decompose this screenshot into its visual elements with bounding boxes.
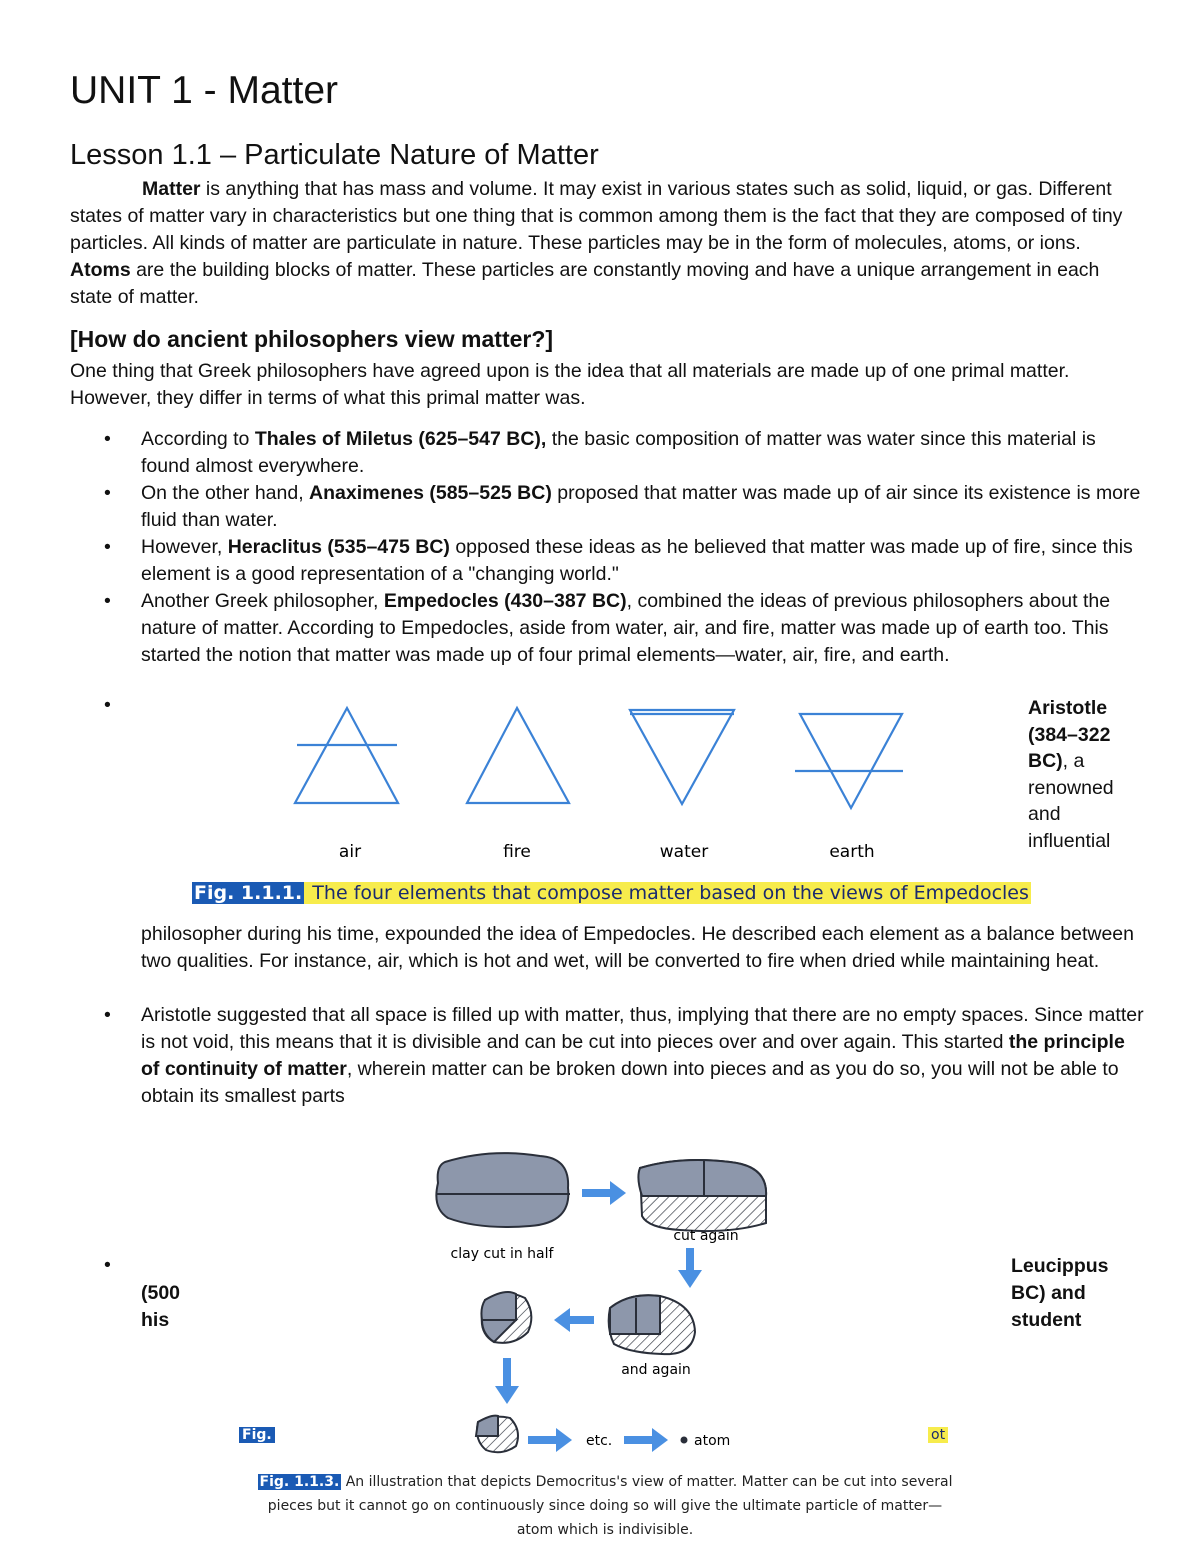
lesson-title: Lesson 1.1 – Particulate Nature of Matter <box>70 139 599 171</box>
intro-paragraph <box>70 176 1145 311</box>
leucippus-fragment: (500 <box>141 1282 181 1304</box>
section-intro: One thing that Greek philosophers have agreed upon is the idea that all materials are made up of one primal matter. However, they differ in terms of what this primal matter was. <box>70 360 1070 409</box>
bullet-icon: • <box>104 428 111 450</box>
earth-symbol-icon <box>800 714 902 808</box>
term-matter: Matter <box>142 178 201 200</box>
bullet-icon: • <box>104 694 111 716</box>
clay-piece-small <box>481 1292 531 1343</box>
clay-block <box>436 1153 570 1227</box>
bullet-icon: • <box>104 1254 111 1276</box>
arrow-right-icon <box>528 1428 572 1452</box>
intro-text-2: are the building blocks of matter. These particles are constantly moving and have a unique arrangement in each state of matter. <box>70 259 1100 308</box>
continuity-list <box>70 1002 1145 1110</box>
arrow-right-icon <box>624 1428 668 1452</box>
element-label-earth: earth <box>829 842 875 862</box>
leucippus-fragment: his <box>141 1309 170 1331</box>
figure-stub-label: Fig. <box>239 1427 275 1443</box>
clay-piece-tiny <box>476 1416 518 1453</box>
term-atoms: Atoms <box>70 259 131 281</box>
element-label-air: air <box>338 842 362 862</box>
label-and-again: and again <box>621 1362 691 1378</box>
atom-dot-icon <box>681 1437 688 1444</box>
element-label-water: water <box>659 842 709 862</box>
philosopher-list <box>70 426 1145 669</box>
figure-stub-text: ot <box>928 1427 948 1443</box>
democritus-figure <box>430 1148 780 1463</box>
caption-text: An illustration that depicts Democritus's view of matter. Matter can be cut into several pieces but it cannot go on continuously since doing so will give the ultimate particle of matter—atom which is indivisible. <box>267 1474 953 1538</box>
bullet-icon: • <box>104 482 111 504</box>
label-cut-again: cut again <box>673 1228 739 1244</box>
element-label-fire: fire <box>503 842 531 862</box>
label-atom: atom <box>694 1433 731 1449</box>
arrow-down-icon <box>495 1358 519 1404</box>
intro-text-1: is anything that has mass and volume. It may exist in various states such as solid, liquid, or gas. Different states of matter vary in characteristics but one thing that is common among them is the fact that they are composed of tiny particles. All kinds of matter are particulate in nature. These particles may be in the form of molecules, atoms, or ions. <box>70 178 1123 254</box>
clay-piece-and-again <box>609 1295 695 1354</box>
aristotle-side-text: Aristotle (384–322 BC), a renowned and influential <box>1028 697 1114 852</box>
leucippus-fragment: Leucippus <box>1011 1255 1109 1277</box>
water-symbol-icon <box>630 710 734 804</box>
arrow-down-icon <box>678 1248 702 1288</box>
list-item: • Aristotle suggested that all space is filled up with matter, thus, implying that there are no empty spaces. Since matter is not void, this means that it is divisible and can be cut into pieces over and over again. This started the principle of continuity of matter, wherein matter can be broken down into pieces and as you do so, you will not be able to obtain its smallest parts <box>104 1004 1144 1107</box>
list-item: • Another Greek philosopher, Empedocles (430–387 BC), combined the ideas of previous philosophers about the nature of matter. According to Empedocles, aside from water, air, and fire, matter was made up of earth too. This started the notion that matter was made up of four primal elements—water, air, fire, and earth. <box>104 590 1111 666</box>
label-etc: etc. <box>586 1433 613 1449</box>
unit-title: UNIT 1 - Matter <box>70 69 338 112</box>
section-heading: [How do ancient philosophers view matter?] <box>70 326 554 352</box>
figure-caption-3 <box>250 1470 960 1542</box>
arrow-right-icon <box>582 1181 626 1205</box>
aristotle-continuation: philosopher during his time, expounded the idea of Empedocles. He described each element as a balance between two qualities. For instance, air, which is hot and wet, will be converted to fire when dried while maintaining heat. <box>141 923 1134 972</box>
bullet-icon: • <box>104 590 111 612</box>
list-item: • However, Heraclitus (535–475 BC) opposed these ideas as he believed that matter was made up of fire, since this element is a good representation of a "changing world." <box>104 536 1133 585</box>
list-item: • On the other hand, Anaximenes (585–525 BC) proposed that matter was made up of air since its existence is more fluid than water. <box>104 482 1141 531</box>
fire-symbol-icon <box>467 708 569 803</box>
caption-text: The four elements that compose matter based on the views of Empedocles <box>306 882 1029 904</box>
arrow-left-icon <box>554 1308 594 1332</box>
leucippus-fragment: BC) and <box>1011 1282 1086 1304</box>
air-symbol-icon <box>295 708 398 803</box>
bullet-icon: • <box>104 536 111 558</box>
caption-label: Fig. 1.1.3. <box>259 1474 340 1490</box>
list-item: • According to Thales of Miletus (625–547 BC), the basic composition of matter was water since this material is found almost everywhere. <box>104 428 1096 477</box>
figure-caption-1 <box>192 879 1031 907</box>
label-clay-cut: clay cut in half <box>450 1246 554 1262</box>
clay-piece-cut-again <box>638 1160 766 1231</box>
bullet-icon: • <box>104 1004 111 1026</box>
four-elements-figure <box>280 700 920 870</box>
caption-label: Fig. 1.1.1. <box>194 882 303 904</box>
leucippus-fragment: student <box>1011 1309 1082 1331</box>
